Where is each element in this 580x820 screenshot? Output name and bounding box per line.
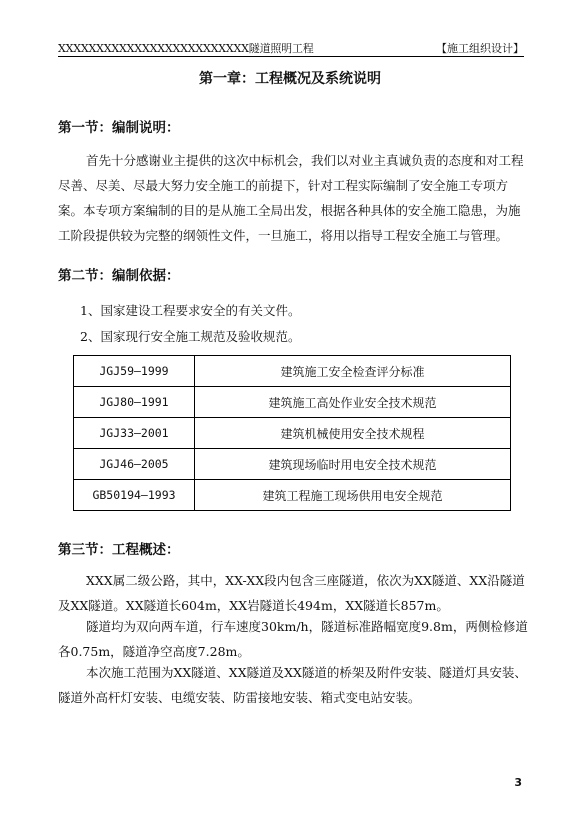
- standard-name: 建筑施工安全检查评分标准: [195, 356, 511, 387]
- compilation-text: 首先十分感谢业主提供的这次中标机会，我们以对业主真诚负责的态度和对工程尽善、尽美、尽最大努力安全施工的前提下，针对工程实际编制了安全施工专项方案。本专项方案编制的目的是从施工全局出发，根据各种具体的安全施工隐患，为施工阶段提供较为完整的纲领性文件，一旦施工，将用以指导工程安全施工与管理。: [58, 153, 524, 243]
- table-row: [74, 480, 511, 511]
- table-row: [74, 449, 511, 480]
- basis-item: 2、国家现行安全施工规范及验收规范。: [80, 329, 301, 344]
- section-title-compilation: 第一节：编制说明：: [58, 120, 180, 136]
- header-project-name: XXXXXXXXXXXXXXXXXXXXXXXXX隧道照明工程: [58, 42, 314, 55]
- standard-code: GB50194—1993: [74, 480, 195, 511]
- table-row: [74, 356, 511, 387]
- header-doc-type: 【施工组织设计】: [436, 42, 524, 55]
- compilation-paragraph: [58, 148, 528, 248]
- standard-code: JGJ59—1999: [74, 356, 195, 387]
- standard-name: 建筑现场临时用电安全技术规范: [195, 449, 511, 480]
- basis-item: 1、国家建设工程要求安全的有关文件。: [80, 303, 301, 318]
- standard-name: 建筑机械使用安全技术规程: [195, 418, 511, 449]
- page-number: 3: [514, 776, 522, 789]
- chapter-title: 第一章：工程概况及系统说明: [199, 71, 381, 87]
- standard-code: JGJ80—1991: [74, 387, 195, 418]
- overview-paragraph: [58, 660, 528, 710]
- section-title-overview: 第三节：工程概述：: [58, 542, 180, 558]
- standards-table: [73, 355, 511, 511]
- overview-text: 隧道均为双向两车道，行车速度30km/h，隧道标准路幅宽度9.8m，两侧检修道各0.75m，隧道净空高度7.28m。: [58, 619, 528, 659]
- section-title-basis: 第二节：编制依据：: [58, 268, 180, 284]
- table-row: [74, 418, 511, 449]
- table-row: [74, 387, 511, 418]
- overview-text: 本次施工范围为XX隧道、XX隧道及XX隧道的桥架及附件安装、隧道灯具安装、隧道外高杆灯安装、电缆安装、防雷接地安装、箱式变电站安装。: [58, 665, 527, 705]
- standard-name: 建筑工程施工现场供用电安全规范: [195, 480, 511, 511]
- page-header: [58, 38, 524, 57]
- standard-code: JGJ33—2001: [74, 418, 195, 449]
- overview-text: XXX属二级公路，其中，XX-XX段内包含三座隧道，依次为XX隧道、XX沿隧道及XX隧道。XX隧道长604m，XX岩隧道长494m，XX隧道长857m。: [58, 573, 525, 613]
- standard-name: 建筑施工高处作业安全技术规范: [195, 387, 511, 418]
- overview-paragraph: [58, 568, 528, 618]
- overview-paragraph: [58, 614, 528, 664]
- standard-code: JGJ46—2005: [74, 449, 195, 480]
